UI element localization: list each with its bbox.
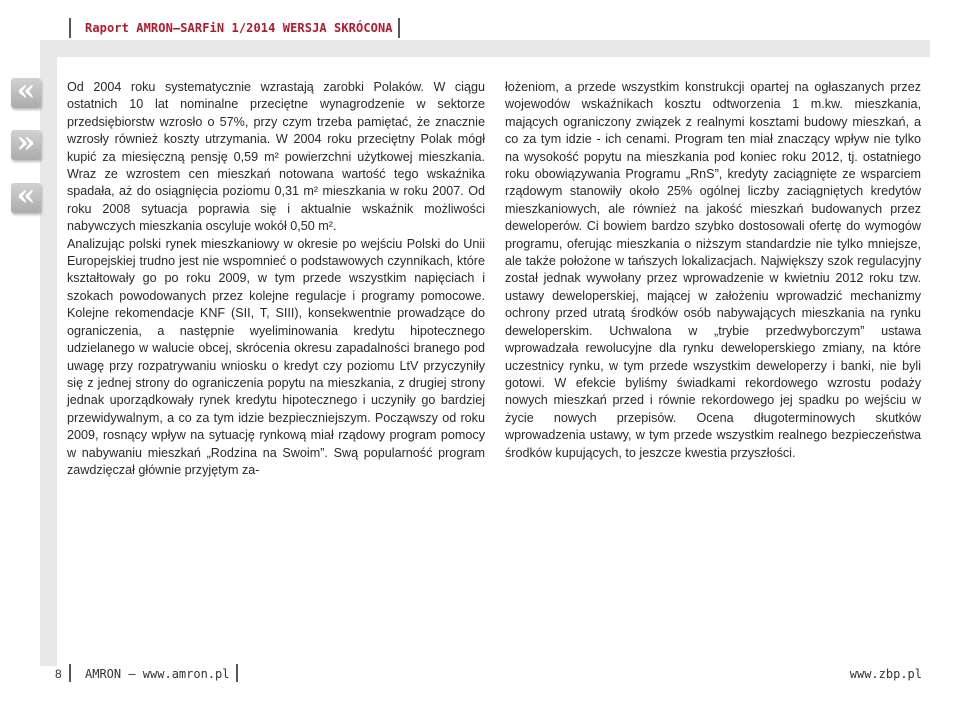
footer-amron-link[interactable]: AMRON – www.amron.pl (85, 667, 230, 681)
footer-divider-right (236, 664, 238, 682)
paragraph-regulations: łożeniom, a przede wszystkim konstrukcji opartej na ogłaszanych przez wojewodów wskaźnikach kosztu odtworzenia 1 m.kw. mieszkania, mających ograniczony związek z realnymi kosztami budowy mieszkań, a co za tym idzie - ich cenami. Program ten miał znaczący wpływ nie tylko na wysokość popytu na mieszkania pod koniec roku 2012, tj. ostatniego roku obowiązywania Programu „RnS”, kredyty zaciągnięte ze wsparciem rządowym stanowiły około 25% ogólnej liczby zaciągniętych kredytów mieszkaniowych, ale również na jakość mieszkań budowanych przez deweloperów. Ci bowiem bardzo szybko dostosowali ofertę do wymogów programu, oferując mieszkania o niższym standardzie nie tylko mniejsze, ale także położone w tańszych lokalizacjach. Największy szok regulacyjny został jednak wywołany przez wprowadzenie w kwietniu 2012 roku tzw. ustawy deweloperskiej, mającej w założeniu wprowadzić mechanizmy ochrony przed utratą środków osób nabywających mieszkania na rynku deweloperskim. Uchwalona w „trybie przedwyborczym” ustawa wprowadzała rewolucyjne dla rynku deweloperskiego zmiany, na które uczestnicy rynku, w tym przede wszystkim deweloperzy i banki, nie byli gotowi. W efekcie byliśmy świadkami rekordowego wzrostu podaży nowych mieszkań przed i równie rekordowego jej spadku po wejściu w życie nowych przepisów. Ocena długoterminowych skutków wprowadzenia ustawy, w tym przede wszystkim realnego bezpieczeństwa środków kupujących, to jeszcze kwestia przyszłości. (505, 80, 921, 460)
text-column-left (67, 79, 485, 479)
header-divider-right (398, 18, 400, 38)
text-column-right (505, 79, 921, 462)
footer-divider-left (69, 664, 71, 682)
right-double-angle-quote-icon: » (11, 130, 41, 160)
page-number: 8 (55, 667, 62, 681)
double-left-double-angle-quote-icon: « (11, 183, 41, 213)
header-divider-left (69, 18, 71, 38)
left-double-angle-quote-icon: « (11, 78, 41, 108)
report-title: Raport AMRON–SARFiN 1/2014 WERSJA SKRÓCONA (85, 21, 393, 35)
paragraph-housing-market: Analizując polski rynek mieszkaniowy w okresie po wejściu Polski do Unii Europejskiej trudno jest nie wspomnieć o podstawowych czynnikach, które kształtowały go po roku 2009, w tym przede wszystkim napięciach i szokach powodowanych przez kolejne regulacje i programy pomocowe. Kolejne rekomendacje KNF (SII, T, SIII), konsekwentnie prowadzące do ograniczenia, a następnie wyeliminowania kredytu hipotecznego udzielanego w walucie obcej, skrócenia okresu zapadalności branego pod uwagę przy rozpatrywaniu wniosku o kredyt czy poziomu LtV przyczyniły się z jednej strony do ograniczenia popytu na mieszkania, z drugiej strony jednak uporządkowały rynek kredytu hipotecznego i uczyniły go bardziej przewidywalnym, a co za tym idzie bezpieczniejszym. Począwszy od roku 2009, rosnący wpływ na sytuację rynkową miał rządowy program pomocy w nabywaniu mieszkań „Rodzina na Swoim”. Swą popularność program zawdzięczał głównie przyjętym za- (67, 236, 485, 477)
footer-zbp-link[interactable]: www.zbp.pl (849, 667, 922, 681)
paragraph-purchasing-power: Od 2004 roku systematycznie wzrastają zarobki Polaków. W ciągu ostatnich 10 lat nominalne przeciętne wynagrodzenie w sektorze przedsiębiorstw wzrosło o 57%, przy czym trzeba pamiętać, że znacznie wzrosły również koszty utrzymania. W 2004 roku przeciętny Polak mógł kupić za miesięczną pensję 0,59 m² powierzchni użytkowej mieszkania. Wraz ze wzrostem cen mieszkań notowana wartość tego wskaźnika spadała, aż do osiągnięcia poziomu 0,31 m² mieszkania w roku 2007. Od roku 2008 sytuacja poprawia się i aktualnie wskaźnik możliwości nabywczych mieszkania oscyluje wokół 0,50 m². (67, 80, 485, 234)
